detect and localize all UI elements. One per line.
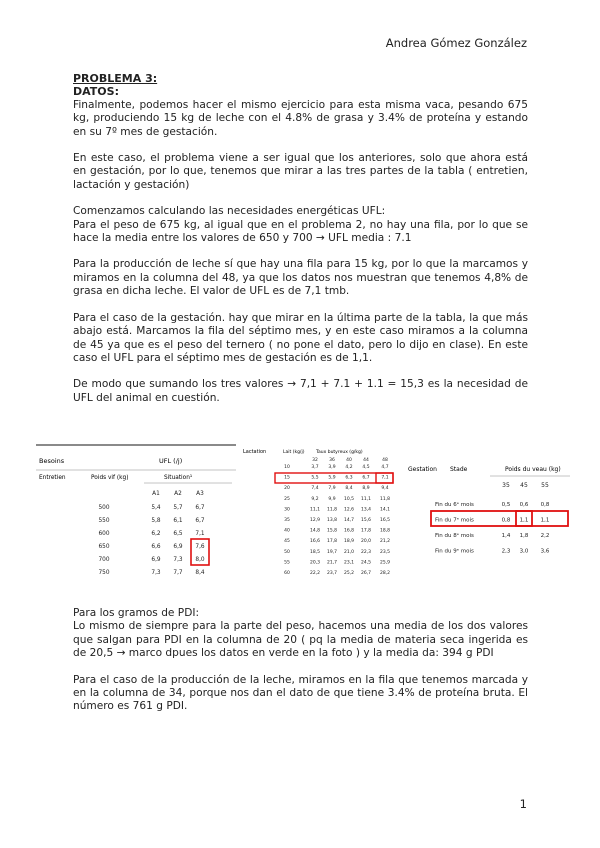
cell-value: 23,7 [326, 571, 338, 576]
data-subtitle: DATOS: [73, 85, 119, 99]
cell-value: 21,7 [326, 560, 338, 566]
cell-value: 7,7 [173, 570, 183, 576]
cell-value: 14,7 [343, 518, 355, 523]
cell-value: 7,4 [311, 486, 319, 492]
paragraph: Para la producción de leche sí que hay una fila para 15 kg, por lo que la marcamos y miramos en la columna del 48, ya que los datos nos muestran que tenemos 4,8% de grasa en dicha leche. El valor de UFL es de 7,1 tmb. [73, 258, 528, 298]
cell-milk-kg: 35 [284, 518, 290, 523]
cell-value: 3,9 [328, 465, 336, 470]
cell-milk-kg: 45 [284, 539, 290, 545]
cell-value: 7,9 [328, 486, 336, 492]
column-header: 40 [346, 458, 352, 463]
cell-value: 1,8 [519, 533, 529, 539]
cell-value: 9,2 [311, 496, 319, 502]
cell-value: 0,6 [519, 502, 529, 508]
cell-value: 2,2 [540, 533, 550, 539]
cell-value: 10,5 [343, 496, 355, 502]
cell-value: 21,0 [343, 549, 355, 555]
cell-milk-kg: 60 [284, 571, 290, 576]
cell-value: 13,8 [326, 518, 338, 523]
cell-value: 8,4 [195, 570, 205, 576]
cell-value: 0,8 [501, 517, 511, 524]
cell-value: 26,7 [360, 571, 372, 576]
cell-value: 6,7 [362, 475, 370, 481]
header-poids-veau: Poids du veau (kg) [505, 466, 561, 473]
cell-weight: 650 [98, 544, 110, 550]
cell-value: 9,9 [328, 496, 336, 502]
table-lactation-image [240, 443, 400, 583]
document-body [73, 72, 528, 418]
cell-value: 23,5 [379, 549, 391, 555]
cell-value: 16,8 [343, 528, 355, 534]
column-header: A3 [196, 491, 204, 497]
paragraph: Comenzamos calculando las necesidades energéticas UFL: Para el peso de 675 kg, al igual que en el problema 2, no hay una fila, por lo que se hace la media entre los valores de 650 y 700 → UFL media : 7.1 [73, 205, 528, 245]
column-header: 55 [541, 482, 549, 489]
cell-value: 15,8 [326, 528, 338, 534]
cell-stade: Fin du 8ᵉ mois [435, 533, 474, 539]
cell-milk-kg: 30 [284, 507, 290, 513]
header-taux: Taux butyreux (g/kg) [316, 450, 363, 455]
cell-value: 5,7 [173, 505, 183, 511]
cell-value: 6,2 [151, 531, 161, 537]
paragraph: En este caso, el problema viene a ser igual que los anteriores, solo que ahora está en gestación, por lo que, tenemos que mirar a las tres partes de la tabla ( entretien, lactación y gestación) [73, 152, 528, 191]
cell-value: 5,4 [151, 505, 161, 511]
header-lait: Lait (kg/j) [283, 450, 305, 455]
paragraph: Para los gramos de PDI: Lo mismo de siempre para la parte del peso, hacemos una media de los dos valores que salgan para PDI en la columna de 20 ( pq la media de materia seca ingerida es de 20,5 → marco dpues los datos en verde en la foto ) y la media da: 394 g PDI [73, 607, 528, 660]
cell-value: 0,8 [540, 502, 550, 508]
cell-value: 6,6 [151, 544, 161, 550]
table-entretien-image [36, 443, 236, 580]
problem-title: PROBLEMA 3: [73, 72, 158, 85]
cell-value: 16,5 [379, 518, 391, 523]
cell-milk-kg: 55 [284, 560, 290, 566]
cell-value: 20,0 [360, 539, 372, 545]
cell-value: 22,3 [360, 549, 372, 555]
column-header: A1 [152, 491, 160, 497]
column-header: 44 [363, 458, 369, 463]
cell-value: 11,1 [360, 496, 372, 502]
cell-milk-kg: 50 [284, 549, 290, 555]
cell-value: 5,9 [328, 475, 336, 481]
cell-value: 6,9 [173, 544, 183, 550]
cell-milk-kg: 15 [284, 475, 290, 481]
cell-value: 1,1 [519, 517, 529, 524]
paragraph: Para el caso de la gestación. hay que mirar en la última parte de la tabla, la que más abajo está. Marcamos la fila del séptimo mes, y en este caso miramos a la columna de 45 ya que es el peso del ternero ( no pone el dato, pero lo dijo en clase). En este caso el UFL para el séptimo mes de gestación es de 1,1. [73, 311, 528, 364]
header-poids: Poids vif (kg) [91, 475, 129, 481]
cell-value: 25,9 [379, 560, 391, 566]
page-number: 1 [519, 797, 527, 811]
cell-value: 6,3 [345, 475, 353, 481]
cell-value: 14,1 [379, 507, 391, 513]
cell-weight: 750 [98, 570, 110, 576]
cell-stade: Fin du 6ᵉ mois [435, 502, 474, 508]
cell-value: 20,3 [309, 560, 321, 566]
cell-value: 6,7 [195, 518, 205, 524]
cell-value: 17,8 [360, 528, 372, 534]
cell-value: 7,3 [173, 557, 183, 563]
paragraph: Para el caso de la producción de la leche, miramos en la fila que tenemos marcada y en la columna de 34, porque nos dan el dato de que tiene 3.4% de proteína bruta. El número es 761 g PDI. [73, 673, 528, 713]
author-name: Andrea Gómez González [385, 36, 527, 50]
cell-value: 21,2 [379, 539, 391, 545]
cell-weight: 500 [98, 505, 110, 511]
cell-value: 3,0 [519, 548, 529, 553]
cell-value: 7,6 [195, 544, 205, 550]
cell-milk-kg: 20 [284, 486, 290, 492]
header-gestation: Gestation [408, 466, 437, 473]
cell-value: 6,9 [151, 557, 161, 563]
cell-milk-kg: 25 [284, 496, 290, 502]
cell-value: 8,4 [345, 486, 353, 492]
cell-value: 1,1 [540, 517, 550, 524]
header-ufl: UFL (/j) [159, 457, 183, 465]
cell-value: 25,2 [343, 571, 355, 576]
cell-value: 3,7 [311, 465, 319, 470]
cell-value: 6,5 [173, 531, 183, 537]
cell-value: 0,5 [501, 502, 511, 508]
cell-value: 5,8 [151, 518, 161, 524]
cell-weight: 600 [98, 531, 110, 537]
cell-value: 16,6 [309, 539, 321, 545]
header-situation: Situation¹ [164, 475, 193, 481]
cell-value: 23,1 [343, 560, 355, 566]
cell-value: 5,5 [311, 475, 319, 481]
table-gestation-image [405, 443, 573, 553]
cell-value: 9,4 [381, 486, 389, 492]
column-header: 35 [502, 482, 510, 489]
paragraph: Finalmente, podemos hacer el mismo ejercicio para esta misma vaca, pesando 675 kg, produciendo 15 kg de leche con el 4.8% de grasa y 3.4% de proteína y estando en su 7º mes de gestación. [73, 98, 528, 138]
cell-value: 4,5 [362, 465, 370, 470]
column-header: 36 [329, 458, 335, 463]
cell-value: 12,9 [309, 518, 321, 523]
document-body-bottom [73, 607, 528, 727]
column-header: A2 [174, 491, 182, 497]
cell-value: 1,4 [501, 533, 511, 539]
cell-value: 14,8 [309, 528, 321, 534]
cell-value: 18,5 [309, 549, 321, 555]
cell-value: 7,1 [195, 531, 205, 537]
header-lactation: Lactation [243, 449, 267, 455]
cell-value: 15,6 [360, 518, 372, 523]
cell-value: 12,6 [343, 507, 355, 513]
cell-value: 8,0 [195, 557, 205, 563]
header-stade: Stade [450, 466, 468, 473]
cell-value: 2,3 [501, 548, 511, 553]
header-entretien: Entretien [39, 475, 66, 481]
cell-weight: 700 [98, 557, 110, 563]
cell-value: 6,7 [195, 505, 205, 511]
paragraph: De modo que sumando los tres valores → 7,1 + 7.1 + 1.1 = 15,3 es la necesidad de UFL del animal en cuestión. [73, 378, 528, 404]
cell-stade: Fin du 9ᵉ mois [435, 548, 474, 553]
cell-value: 8,9 [362, 486, 370, 492]
cell-weight: 550 [98, 518, 110, 524]
cell-stade: Fin du 7ᵉ mois [435, 517, 474, 524]
cell-value: 4,7 [381, 465, 389, 470]
cell-value: 11,8 [379, 496, 391, 502]
column-header: 48 [382, 458, 388, 463]
cell-value: 18,8 [379, 528, 391, 534]
cell-value: 28,2 [379, 571, 391, 576]
cell-value: 4,2 [345, 465, 353, 470]
cell-value: 24,5 [360, 560, 372, 566]
column-header: 45 [520, 482, 528, 489]
cell-value: 11,1 [309, 507, 321, 513]
cell-value: 11,8 [326, 507, 338, 513]
column-header: 32 [312, 458, 318, 463]
cell-value: 18,9 [343, 539, 355, 545]
cell-value: 3,6 [540, 548, 550, 553]
cell-value: 17,8 [326, 539, 338, 545]
cell-value: 19,7 [326, 549, 338, 555]
cell-value: 7,1 [381, 475, 389, 481]
header-besoins: Besoins [39, 457, 65, 465]
cell-value: 22,2 [309, 571, 321, 576]
cell-milk-kg: 10 [284, 465, 290, 470]
cell-value: 7,3 [151, 570, 161, 576]
cell-value: 13,4 [360, 507, 372, 513]
cell-value: 6,1 [173, 518, 183, 524]
cell-milk-kg: 40 [284, 528, 290, 534]
